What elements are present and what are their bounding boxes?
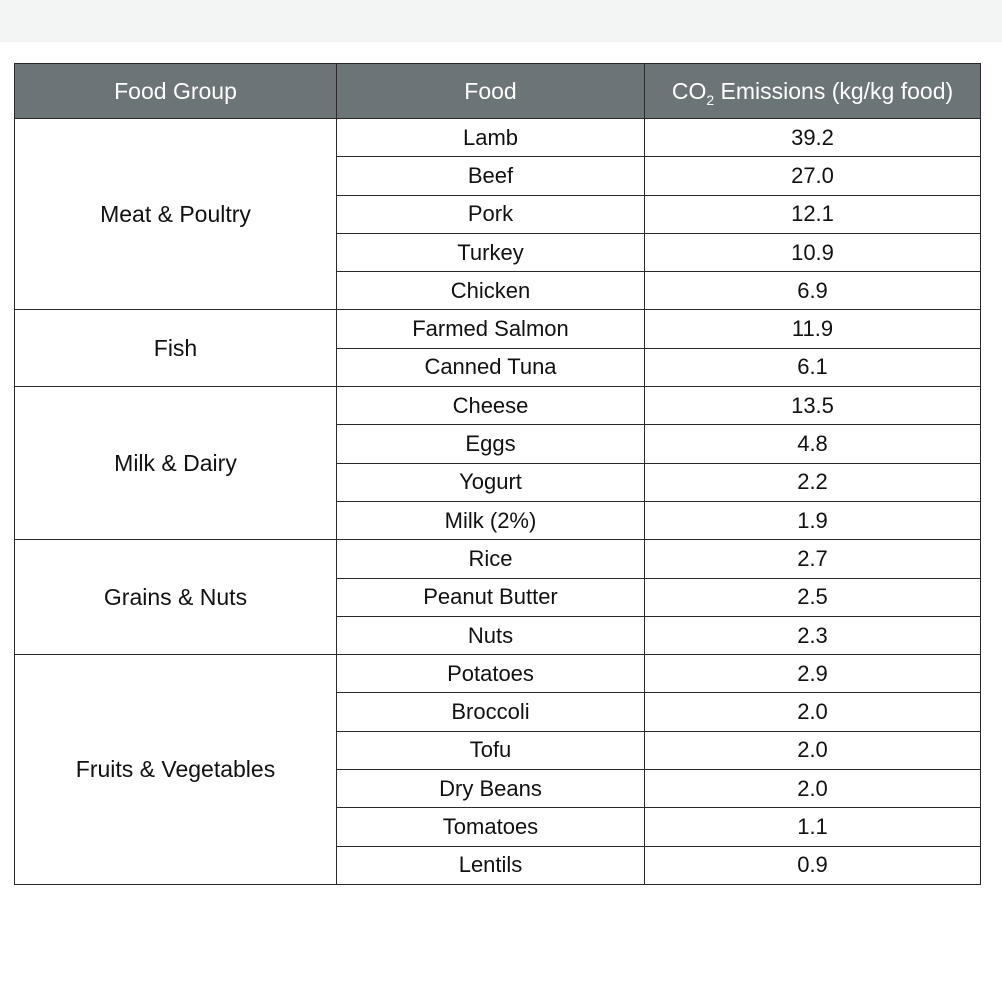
header-co2-emissions bbox=[645, 64, 981, 119]
emissions-value-cell: 27.0 bbox=[645, 157, 981, 195]
table-row bbox=[15, 540, 981, 578]
emissions-value-cell: 2.0 bbox=[645, 693, 981, 731]
header-food: Food bbox=[337, 64, 645, 119]
food-cell: Lamb bbox=[337, 119, 645, 157]
emissions-value-cell: 12.1 bbox=[645, 195, 981, 233]
food-cell: Pork bbox=[337, 195, 645, 233]
food-cell: Turkey bbox=[337, 233, 645, 271]
food-group-cell: Meat & Poultry bbox=[15, 119, 337, 310]
emissions-value-cell: 1.9 bbox=[645, 501, 981, 539]
food-cell: Tofu bbox=[337, 731, 645, 769]
header-food-group: Food Group bbox=[15, 64, 337, 119]
food-group-cell: Milk & Dairy bbox=[15, 387, 337, 540]
food-cell: Farmed Salmon bbox=[337, 310, 645, 348]
table-row bbox=[15, 310, 981, 348]
food-cell: Lentils bbox=[337, 846, 645, 884]
emissions-table bbox=[14, 63, 981, 885]
emissions-value-cell: 11.9 bbox=[645, 310, 981, 348]
emissions-value-cell: 2.3 bbox=[645, 616, 981, 654]
emissions-value-cell: 13.5 bbox=[645, 387, 981, 425]
header-co2-prefix: CO bbox=[671, 77, 707, 104]
header-co2-suffix: Emissions (kg/kg food) bbox=[714, 77, 954, 104]
emissions-value-cell: 10.9 bbox=[645, 233, 981, 271]
table-row bbox=[15, 387, 981, 425]
emissions-value-cell: 2.0 bbox=[645, 770, 981, 808]
emissions-value-cell: 2.0 bbox=[645, 731, 981, 769]
emissions-value-cell: 1.1 bbox=[645, 808, 981, 846]
emissions-value-cell: 6.1 bbox=[645, 348, 981, 386]
food-cell: Cheese bbox=[337, 387, 645, 425]
header-co2-subscript: 2 bbox=[706, 91, 715, 108]
food-cell: Dry Beans bbox=[337, 770, 645, 808]
food-cell: Eggs bbox=[337, 425, 645, 463]
header-row bbox=[15, 64, 981, 119]
emissions-value-cell: 4.8 bbox=[645, 425, 981, 463]
food-group-cell: Grains & Nuts bbox=[15, 540, 337, 655]
table-row bbox=[15, 655, 981, 693]
food-cell: Broccoli bbox=[337, 693, 645, 731]
food-cell: Yogurt bbox=[337, 463, 645, 501]
emissions-value-cell: 2.5 bbox=[645, 578, 981, 616]
food-cell: Nuts bbox=[337, 616, 645, 654]
food-cell: Peanut Butter bbox=[337, 578, 645, 616]
table-body bbox=[15, 119, 981, 885]
emissions-value-cell: 0.9 bbox=[645, 846, 981, 884]
emissions-value-cell: 2.9 bbox=[645, 655, 981, 693]
food-cell: Potatoes bbox=[337, 655, 645, 693]
food-group-cell: Fish bbox=[15, 310, 337, 387]
food-cell: Chicken bbox=[337, 272, 645, 310]
food-cell: Tomatoes bbox=[337, 808, 645, 846]
emissions-value-cell: 39.2 bbox=[645, 119, 981, 157]
food-cell: Beef bbox=[337, 157, 645, 195]
top-band bbox=[0, 0, 1002, 42]
emissions-value-cell: 2.2 bbox=[645, 463, 981, 501]
food-cell: Rice bbox=[337, 540, 645, 578]
table-header bbox=[15, 64, 981, 119]
food-cell: Canned Tuna bbox=[337, 348, 645, 386]
table-row bbox=[15, 119, 981, 157]
food-cell: Milk (2%) bbox=[337, 501, 645, 539]
emissions-value-cell: 6.9 bbox=[645, 272, 981, 310]
emissions-value-cell: 2.7 bbox=[645, 540, 981, 578]
food-group-cell: Fruits & Vegetables bbox=[15, 655, 337, 885]
